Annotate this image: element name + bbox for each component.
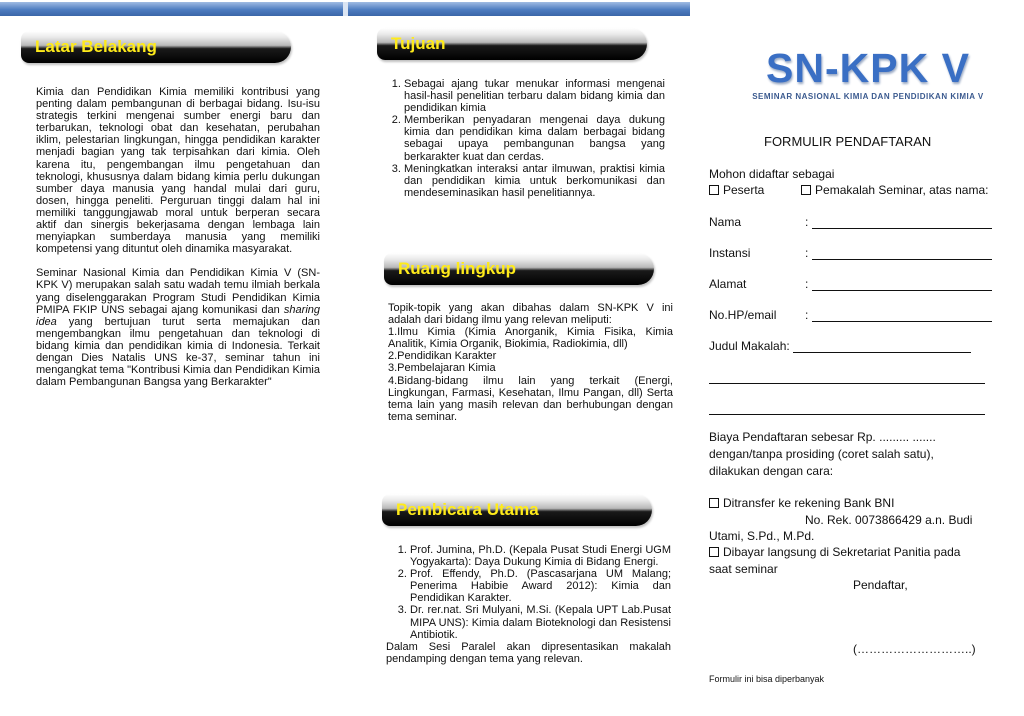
- instansi-input-line[interactable]: [812, 248, 992, 260]
- transfer-line-1: [709, 496, 894, 510]
- transfer-label: Ditransfer ke rekening Bank BNI: [723, 496, 895, 510]
- option-row: [709, 183, 1019, 197]
- checkbox-transfer[interactable]: [709, 498, 719, 508]
- option-peserta-label: Peserta: [723, 183, 765, 197]
- field-row-nama: [709, 215, 992, 229]
- ruang-item-1: 1.Ilmu Kimia (Kimia Anorganik, Kimia Fisika, Kimia Analitik, Kimia Organik, Biokimia, Radiokimia, dll): [388, 326, 673, 351]
- field-label-nama: Nama: [709, 215, 742, 229]
- banner-divider: [343, 2, 348, 16]
- latar-belakang-header: [21, 31, 291, 63]
- field-label-hp: No.HP/email: [709, 308, 777, 322]
- top-banner-bar: [0, 2, 690, 16]
- field-label-instansi: Instansi: [709, 246, 751, 260]
- pembicara-utama-title: Pembicara Utama: [396, 500, 539, 519]
- field-colon: :: [805, 277, 809, 291]
- ruang-item-3: 3.Pembelajaran Kimia: [388, 362, 496, 375]
- biaya-line-1: Biaya Pendaftaran sebesar Rp. ......... .......: [709, 430, 936, 444]
- dibayar-line-2: saat seminar: [709, 562, 778, 576]
- dibayar-label: Dibayar langsung di Sekretariat Panitia pada: [723, 545, 961, 559]
- tujuan-item: 1. Sebagai ajang tukar menukar informasi mengenai hasil-hasil penelitian terbaru dalam bidang kimia dan pendidikan kimia: [404, 78, 665, 114]
- pembicara-list: [386, 544, 671, 641]
- sn-kpk-logo: [738, 44, 998, 101]
- hp-input-line[interactable]: [812, 310, 992, 322]
- pembicara-item: 1. Prof. Jumina, Ph.D. (Kepala Pusat Studi Energi UGM Yogyakarta): Daya Dukung Kimia di Bidang Energi.: [410, 544, 671, 568]
- tujuan-header: [377, 28, 647, 60]
- ruang-item-2: 2.Pendidikan Karakter: [388, 350, 497, 363]
- tujuan-list: [380, 78, 665, 199]
- transfer-line-2: No. Rek. 0073866429 a.n. Budi: [805, 513, 973, 527]
- tujuan-title: Tujuan: [391, 34, 446, 53]
- field-row-alamat: [709, 277, 992, 291]
- form-title: FORMULIR PENDAFTARAN: [764, 134, 932, 149]
- biaya-line-2: dengan/tanpa prosiding (coret salah satu),: [709, 447, 934, 461]
- judul-label: Judul Makalah:: [709, 339, 790, 353]
- latar-belakang-body: [36, 86, 320, 388]
- form-note: Formulir ini bisa diperbanyak: [709, 674, 825, 684]
- biaya-line-3: dilakukan dengan cara:: [709, 464, 834, 478]
- latar-p2-part-b: yang bertujuan turut serta memajukan dan mengembangkan ilmu pengetahuan dan teknologi di bidang kimia dan pendidikan kimia di Indonesia. Terkait dengan Dies Natalis UNS ke-37, seminar tahun ini mengangkat tema "Kontribusi Kimia dan Pendidikan Kimia dalam Pembangunan Bangsa yang Berkarakter": [36, 315, 320, 389]
- mohon-label: Mohon didaftar sebagai: [709, 167, 835, 181]
- pembicara-utama-header: [382, 494, 652, 526]
- latar-p2-emphasis: sharing idea: [36, 303, 320, 328]
- checkbox-pemakalah[interactable]: [801, 185, 811, 195]
- tujuan-item: 3. Meningkatkan interaksi antar ilmuwan, praktisi kimia dan pendidikan kimia untuk berkomunikasi dan mendeseminasikan hasil penelitiannya.: [404, 163, 665, 199]
- judul-input-line[interactable]: [793, 341, 971, 353]
- pembicara-utama-body: [386, 544, 671, 665]
- pendaftar-label: Pendaftar,: [853, 578, 908, 592]
- option-pemakalah-label: Pemakalah Seminar, atas nama:: [815, 183, 989, 197]
- field-row-instansi: [709, 246, 992, 260]
- pembicara-item: 3. Dr. rer.nat. Sri Mulyani, M.Si. (Kepala UPT Lab.Pusat MIPA UNS): Kimia dalam Bioteknologi dan Resistensi Antibiotik.: [410, 604, 671, 640]
- judul-input-line-2[interactable]: [709, 372, 985, 384]
- latar-belakang-title: Latar Belakang: [35, 37, 157, 56]
- signature-line: (………………………..): [853, 642, 976, 656]
- judul-line-2: [709, 370, 985, 384]
- ruang-lingkup-title: Ruang lingkup: [398, 259, 517, 278]
- alamat-input-line[interactable]: [812, 279, 992, 291]
- nama-input-line[interactable]: [812, 217, 992, 229]
- dibayar-line-1: [709, 545, 960, 559]
- logo-subtitle: SEMINAR NASIONAL KIMIA DAN PENDIDIKAN KIMIA V: [752, 92, 984, 101]
- transfer-line-3: Utami, S.Pd., M.Pd.: [709, 529, 815, 543]
- pembicara-item: 2. Prof. Effendy, Ph.D. (Pascasarjana UM Malang; Penerima Habibie Award 2012): Kimia dan Pendidikan Karakter.: [410, 568, 671, 604]
- tujuan-item: 2. Memberikan penyadaran mengenai daya dukung kimia dan pendidikan kima dalam berbagai bidang sebagai upaya pembangunan bangsa yang berkarakter kuat dan cerdas.: [404, 114, 665, 162]
- ruang-lingkup-header: [384, 253, 654, 285]
- field-colon: :: [805, 246, 809, 260]
- checkbox-dibayar[interactable]: [709, 547, 719, 557]
- logo-title: SN-KPK V: [766, 45, 970, 91]
- ruang-item-4: 4.Bidang-bidang ilmu lain yang terkait (Energi, Lingkungan, Farmasi, Kesehatan, Ilmu Pangan, dll) Serta tema lain yang masih relevan dan berhubungan dengan tema seminar.: [388, 374, 673, 423]
- latar-p2-part-a: Seminar Nasional Kimia dan Pendidikan Kimia V (SN-KPK V) merupakan salah satu wadah temu ilmiah berkala yang diselenggarakan Program Studi Pendidikan Kimia PMIPA FKIP UNS sebagai ajang komunikasi dan: [36, 267, 320, 316]
- pembicara-footer: Dalam Sesi Paralel akan dipresentasikan makalah pendamping dengan tema yang relevan.: [386, 640, 671, 665]
- field-colon: :: [805, 308, 809, 322]
- judul-line-3: [709, 401, 985, 415]
- field-colon: :: [805, 215, 809, 229]
- judul-row: [709, 339, 971, 353]
- checkbox-peserta[interactable]: [709, 185, 719, 195]
- ruang-lingkup-body: [388, 302, 673, 423]
- field-row-hp: [709, 308, 992, 322]
- ruang-intro: Topik-topik yang akan dibahas dalam SN-KPK V ini adalah dari bidang ilmu yang relevan meliputi:: [388, 302, 673, 327]
- tujuan-body: [380, 78, 665, 199]
- judul-input-line-3[interactable]: [709, 403, 985, 415]
- field-label-alamat: Alamat: [709, 277, 747, 291]
- latar-paragraph-1: Kimia dan Pendidikan Kimia memiliki kontribusi yang penting dalam pembangunan di berbagai bidang. Isu-isu strategis terkini mengenai sumber energi baru dan terbarukan, teknologi obat dan kesehatan, perubahan iklim, pelestarian lingkungan, hingga pendidikan karakter menjadi bagian yang tak terpisahkan dari kimia. Oleh karena itu, pengembangan ilmu pengetahuan dan teknologi, khususnya dalam bidang kimia perlu dukungan sumber daya manusia yang handal mulai dari guru, dosen, hingga peneliti. Perguruan tinggi dalam hal ini memiliki tanggungjawab moral untuk berperan secara aktif dan sinergis bekerjasama dengan lembaga lain menyiapkan sumberdaya manusia yang memiliki kompetensi yang dituntut oleh dinamika masyarakat.: [36, 86, 320, 256]
- latar-paragraph-2: [36, 267, 320, 388]
